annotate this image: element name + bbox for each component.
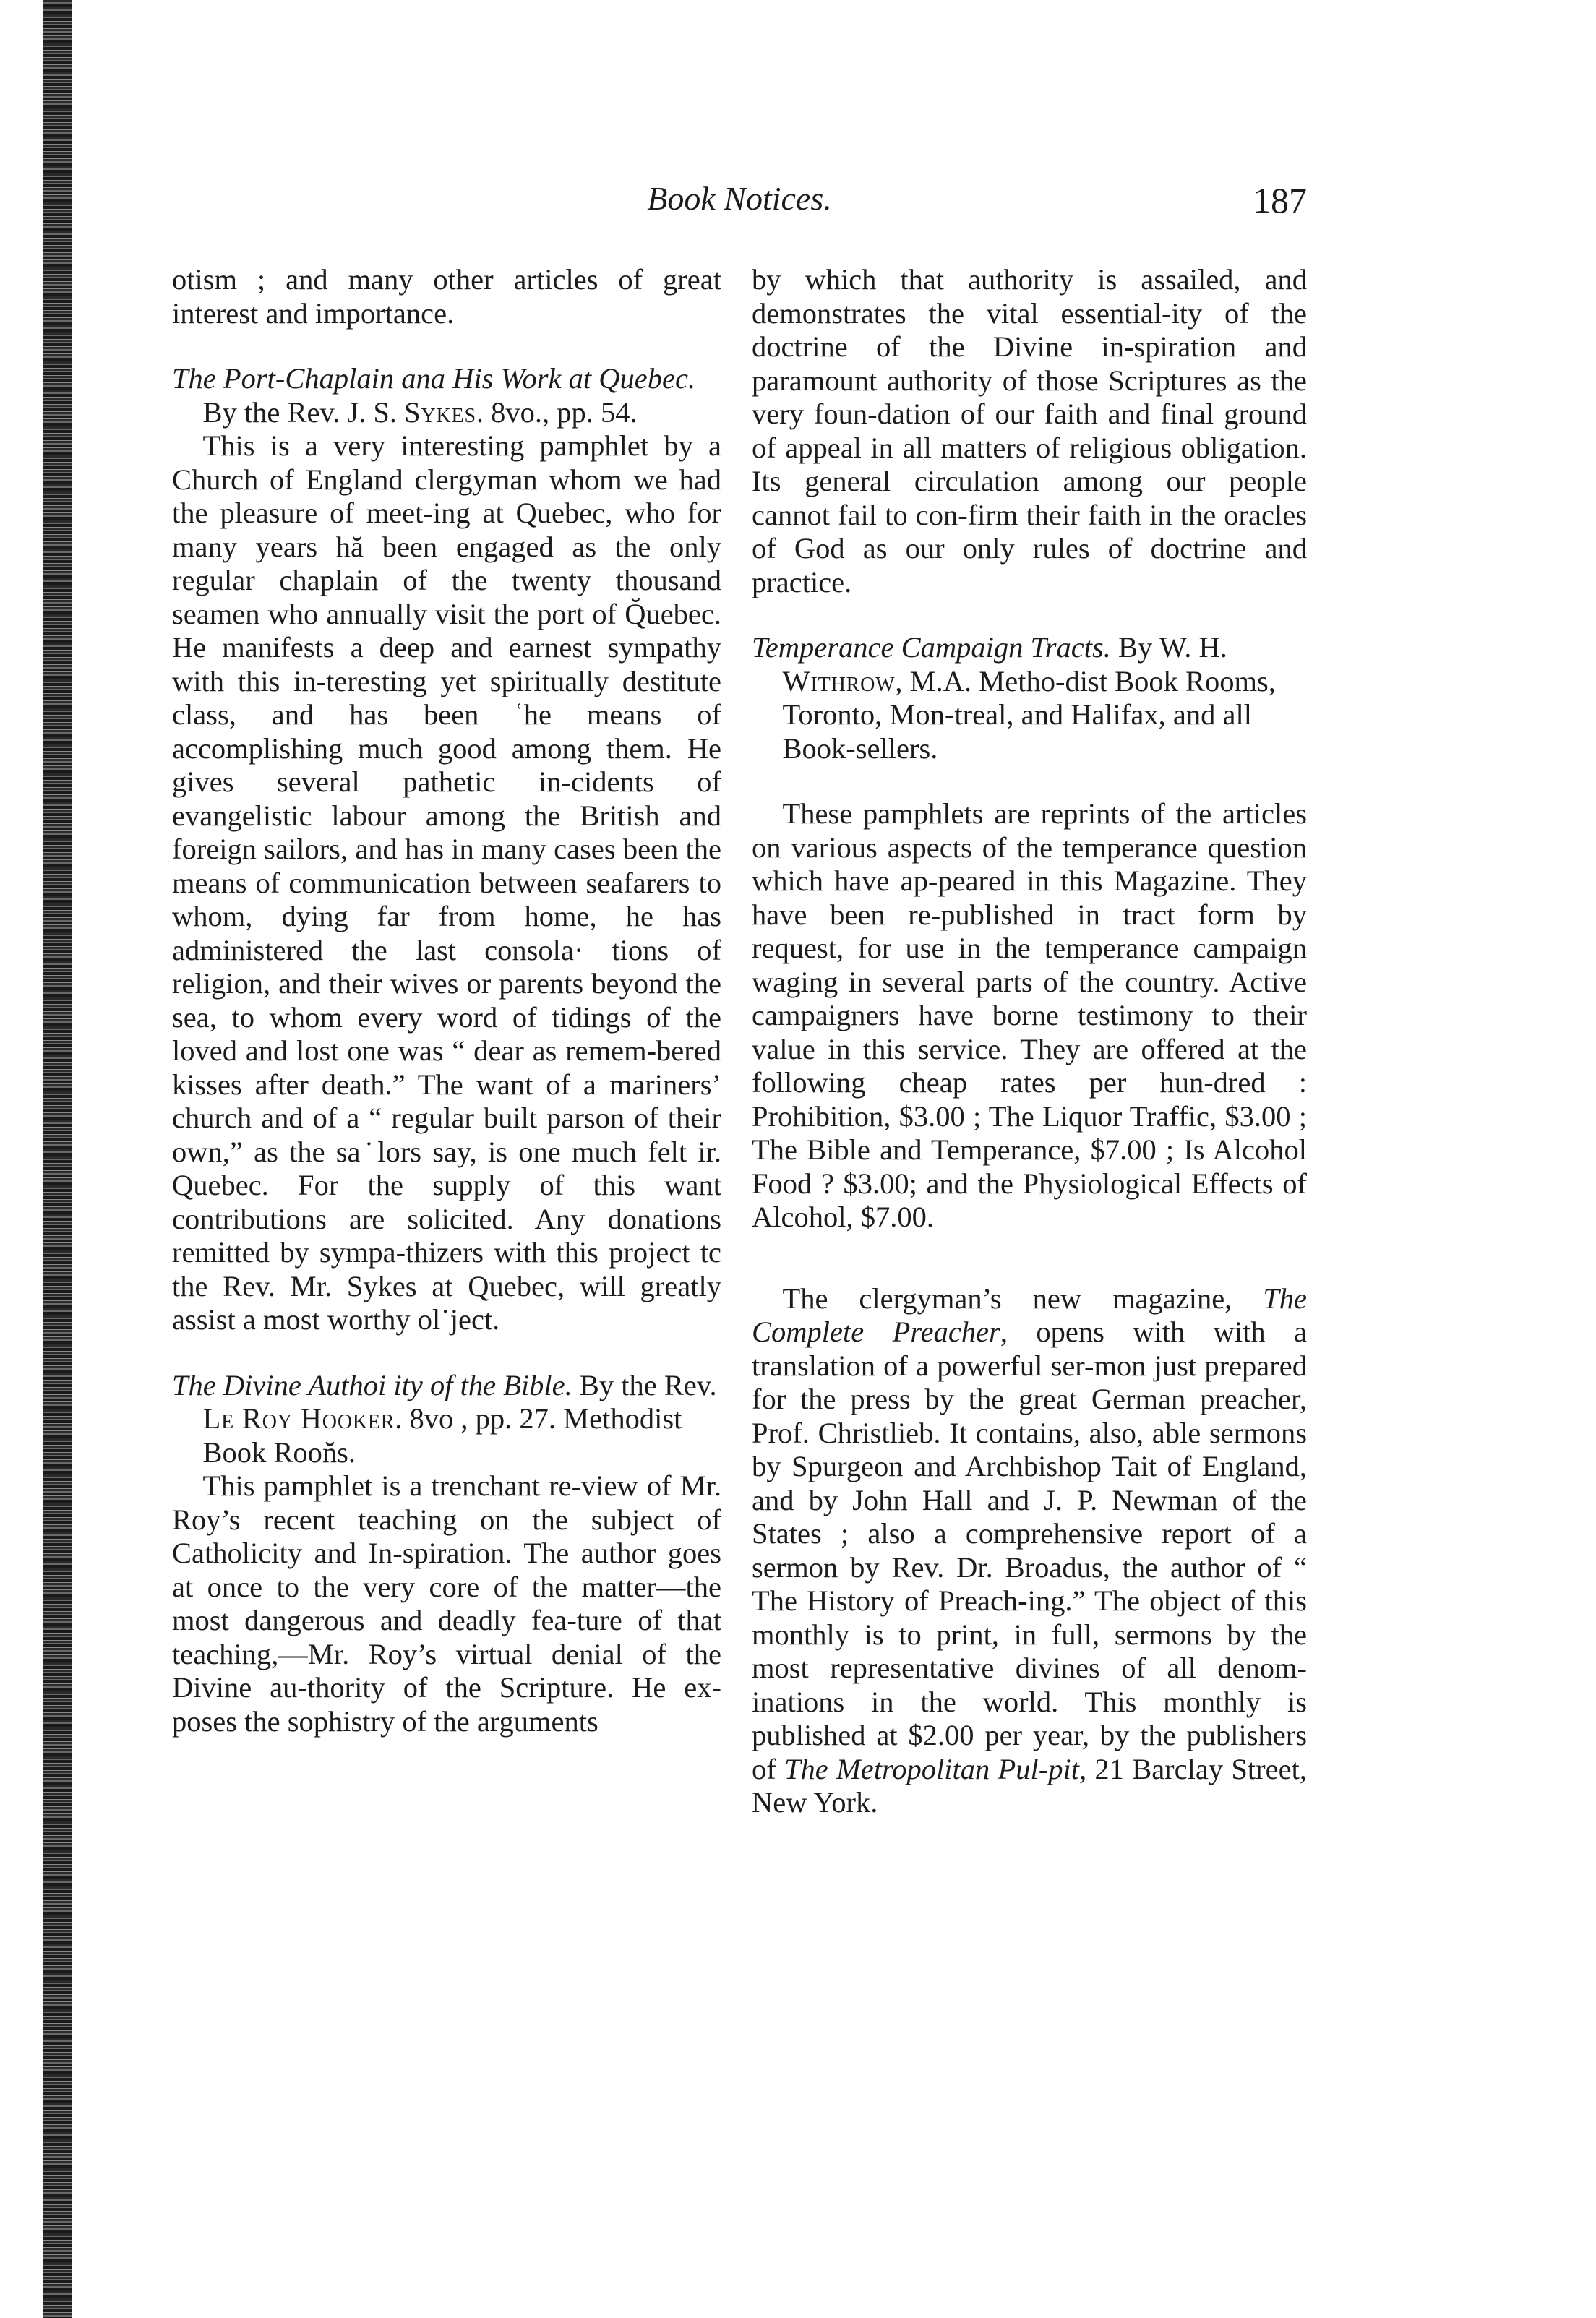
review-paragraph-complete-preacher [752,1282,1307,1820]
entry-title: The Divine Authoi ity of the Bible. [172,1368,572,1401]
entry-author: Le Roy Hooker [202,1402,395,1435]
entry-details: , M.A. Metho-dist Book Rooms, Toronto, Mon-treal, and Halifax, and all Book-sellers. [782,664,1276,765]
entry-heading-temperance-tracts [752,631,1307,765]
entry-title: The Port-Chaplain ana His Work at Quebec. [172,362,696,395]
paragraph-body: , opens with with a translation of a powerful ser-mon just prepared for the press by the great German preacher, Prof. Christlieb. It contains, also, able sermons by Spurgeon and Archbishop Tait of England, and by John Hall and J. P. Newman of the States ; also a comprehensive report of a sermon by Rev. Dr. Broadus, the author of “ The History of Preach-ing.” The object of this monthly is to print, in full, sermons by the most representative divines of all denom-inations in the world. This monthly is published at $2.00 per year, by the publishers of [752,1315,1308,1785]
entry-by: By W. H. [1110,631,1227,664]
entry-heading-port-chaplain [172,362,721,429]
page-binding-edge [43,0,72,2318]
entry-details: . 8vo., pp. 54. [476,395,638,429]
entry-author: Sykes [404,395,476,429]
right-column [752,263,1307,1820]
magazine-title: The Complete Preacher [752,1282,1307,1348]
entry-author: Withrow [782,664,896,697]
continued-paragraph: by which that authority is assailed, and demonstrates the vital essential-ity of the doctrine of the Divine in-spiration and paramount authority of those Scriptures as the very foun-dation of our faith and final ground of appeal in all matters of religious obligation. Its general circulation among our people cannot fail to con-firm their faith in the oracles of God as our only rules of doctrine and practice. [752,263,1307,598]
running-head [172,179,1307,230]
left-column [172,263,721,1738]
entry-by: By the Rev. [572,1368,717,1401]
review-paragraph-temperance-tracts: These pamphlets are reprints of the articles on various aspects of the temperance question which have ap-peared in this Magazine. They have been re-published in tract form by request, for use in the temperance campaign waging in several parts of the country. Active campaigners have borne testimony to their value in this service. They are offered at the following cheap rates per hun-dred : Prohibition, $3.00 ; The Liquor Traffic, $3.00 ; The Bible and Temperance, $7.00 ; Is Alcohol Food ? $3.00; and the Physiological Effects of Alcohol, $7.00. [752,797,1307,1233]
publisher-title: The Metropolitan Pul-pit [784,1752,1080,1785]
entry-title: Temperance Campaign Tracts. [752,631,1111,664]
review-paragraph-divine-authority: This pamphlet is a trenchant re-view of Mr. Roy’s recent teaching on the subject of Catholicity and In-spiration. The author goes at once to the very core of the matter—the most dangerous and deadly fea-ture of that teaching,—Mr. Roy’s virtual denial of the Divine au-thority of the Scripture. He ex-poses the sophistry of the arguments [172,1469,721,1738]
paragraph-tail: , 21 Barclay Street, New York. [752,1752,1307,1819]
running-head-title: Book Notices. [647,180,832,217]
continued-paragraph: otism ; and many other articles of great interest and importance. [172,263,721,330]
review-paragraph-port-chaplain: This is a very interesting pamphlet by a Church of England clergyman whom we had the pleasure of meet-ing at Quebec, who for many years hă been engaged as the only regular chaplain of the twenty thousand seamen who annually visit the port of Q̆uebec. He manifests a deep and earnest sympathy with this in-teresting yet spiritually destitute class, and has been ʿhe means of accomplishing much good among them. He gives several pathetic in-cidents of evangelistic labour among the British and foreign sailors, and has in many cases been the means of communication between seafarers to whom, dying far from home, he has administered the last consola· tions of religion, and their wives or parents beyond the sea, to whom every word of tidings of the loved and lost one was “ dear as remem-bered kisses after death.” The want of a mariners’ church and of a “ regular built parson of their own,” as the sa˙lors say, is one much felt ir. Quebec. For the supply of this want contributions are solicited. Any donations remitted by sympa-thizers with this project tc the Rev. Mr. Sykes at Quebec, will greatly assist a most worthy ol˙ject. [172,429,721,1336]
entry-heading-divine-authority [172,1369,721,1470]
paragraph-lead: The clergyman’s new magazine, [782,1282,1264,1315]
entry-by: By the Rev. J. S. [202,395,405,429]
page-number: 187 [1253,180,1307,220]
entry-details: . 8vo , pp. 27. Methodist Book Roon̆s. [202,1402,682,1469]
